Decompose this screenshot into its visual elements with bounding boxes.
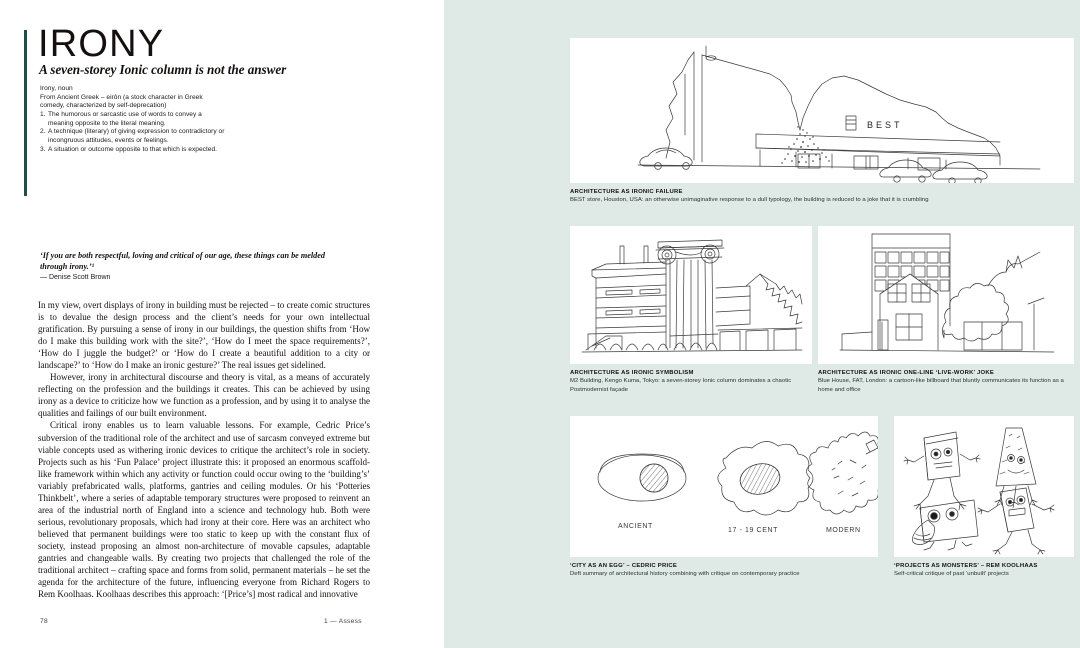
caption-body: M2 Building, Kengo Kuma, Tokyo: a seven-storey Ionic column dominates a chaotic Postmodernist façade	[570, 378, 792, 393]
verso-page	[0, 0, 444, 648]
running-head: 1 — Assess	[324, 618, 362, 625]
body-copy	[38, 299, 370, 600]
caption-title: ‘CITY AS AN EGG’ – CEDRIC PRICE	[570, 563, 678, 569]
body-paragraph: Critical irony enables us to learn valuable lessons. For example, Cedric Price’s subversion of the traditional role of the architect and use of sarcasm conveyed extreme but viable concepts used as withering ironic devices to critique the architect’s role in society. Projects such as his ‘Fun Palace’ project illustrate this: it proposed an enormous scaffold-like framework within which any activity or function could occur owing to the ‘building’s’ variably prefabricated walls, platforms, gantries and ceiling modules. Or his ‘Potteries Thinkbelt’, where a series of adaptable temporary structures were proposed to reinvent an area of the industrial north of England into a science and technology hub. Both were serious, revolutionary proposals, which had irony at their core. Here was an architect who believed that permanent buildings were too static to keep up with the constant flux of society, instead proposing an almost non-architecture of movable capsules, adaptable gantries and changeable walls. By creating two projects that challenged the role of the traditional architect – crafting space and forms from solid, permanent materials – he set the agenda for the architecture of the future, influencing everyone from Richard Rogers to Rem Koolhaas. Koolhaas describes this approach: ‘[Price’s] most radical and innovative	[38, 420, 370, 600]
best-sign-text: BEST	[867, 120, 903, 130]
illustration-city-as-an-egg	[570, 416, 878, 557]
caption-title: ‘PROJECTS AS MONSTERS’ – REM KOOLHAAS	[894, 563, 1038, 569]
figure-caption	[570, 562, 878, 579]
figure-caption	[570, 188, 1074, 205]
figure-m2-building	[570, 226, 812, 394]
page-number: 78	[40, 618, 48, 625]
figure-caption	[570, 369, 812, 394]
illustration-projects-as-monsters	[894, 416, 1074, 557]
egg-label-ancient: ANCIENT	[618, 523, 653, 530]
definition-etymology: From Ancient Greek – eirôn (a stock character in Greek comedy, characterized by self-deprecation)	[40, 93, 203, 110]
definition-term: Irony, noun	[40, 85, 73, 92]
figure-best-store	[570, 38, 1074, 205]
caption-title: ARCHITECTURE AS IRONIC SYMBOLISM	[570, 370, 694, 376]
egg-label-modern: MODERN	[826, 527, 861, 534]
chapter-subtitle: A seven-storey Ionic column is not the answer	[39, 62, 287, 77]
figure-caption	[818, 369, 1074, 394]
illustration-m2-building	[570, 226, 812, 364]
illustration-best-store	[570, 38, 1074, 183]
recto-page	[444, 0, 1080, 648]
quote-attribution: — Denise Scott Brown	[40, 274, 111, 281]
caption-title: ARCHITECTURE AS IRONIC FAILURE	[570, 189, 683, 195]
definition-sense: A situation or outcome opposite to that which is expected.	[48, 145, 218, 153]
caption-body: Self-critical critique of past ‘unbuilt’ projects	[894, 571, 1009, 578]
figure-city-as-an-egg	[570, 416, 878, 579]
illustration-blue-house	[818, 226, 1074, 364]
chapter-title: IRONY	[38, 23, 165, 65]
caption-title: ARCHITECTURE AS IRONIC ONE-LINE ‘LIVE-WORK’ JOKE	[818, 370, 995, 376]
pull-quote: ‘If you are both respectful, loving and critical of our age, these things can be melded through irony.’¹	[40, 251, 325, 272]
accent-rule	[24, 30, 27, 196]
body-paragraph: In my view, overt displays of irony in building must be rejected – to create comic structures is to devalue the design process and the client’s needs for your own intellectual gratification. By pursuing a sense of irony in our buildings, the question shifts from ‘How do I make this building work with the site?’, ‘How do I meet the space requirements?’, ‘How do I juggle the budget?’ or ‘How do I create a beautiful addition to a city or landscape?’ to ‘How do I make an ironic gesture?’ The real issues get sidelined.	[38, 300, 370, 371]
figure-blue-house	[818, 226, 1074, 394]
body-paragraph: However, irony in architectural discourse and theory is vital, as a means of accurately reflecting on the profession and the buildings it creates. This can be achieved by using irony as a device to criticize how we function as a profession, and by using it to analyse the qualities and failings of our built environment.	[38, 372, 370, 419]
caption-body: BEST store, Houston, USA: an otherwise unimaginative response to a dull typology, the building is reduced to a joke that it is crumbling	[570, 197, 929, 204]
figure-projects-as-monsters	[894, 416, 1074, 579]
definition-sense: The humorous or sarcastic use of words to convey a meaning opposite to the literal meaning.	[48, 110, 202, 127]
dictionary-definition	[40, 85, 226, 154]
caption-body: Blue House, FAT, London: a cartoon-like billboard that bluntly communicates its function as a home and office	[818, 378, 1064, 393]
definition-sense-list	[40, 111, 226, 154]
figure-caption	[894, 562, 1074, 579]
definition-sense: A technique (literary) of giving expression to contradictory or incongruous attitudes, events or feelings.	[48, 128, 225, 144]
egg-label-17-19-cent: 17 - 19 CENT	[728, 527, 778, 534]
caption-body: Deft summary of architectural history combining with critique on contemporary practice	[570, 571, 800, 578]
